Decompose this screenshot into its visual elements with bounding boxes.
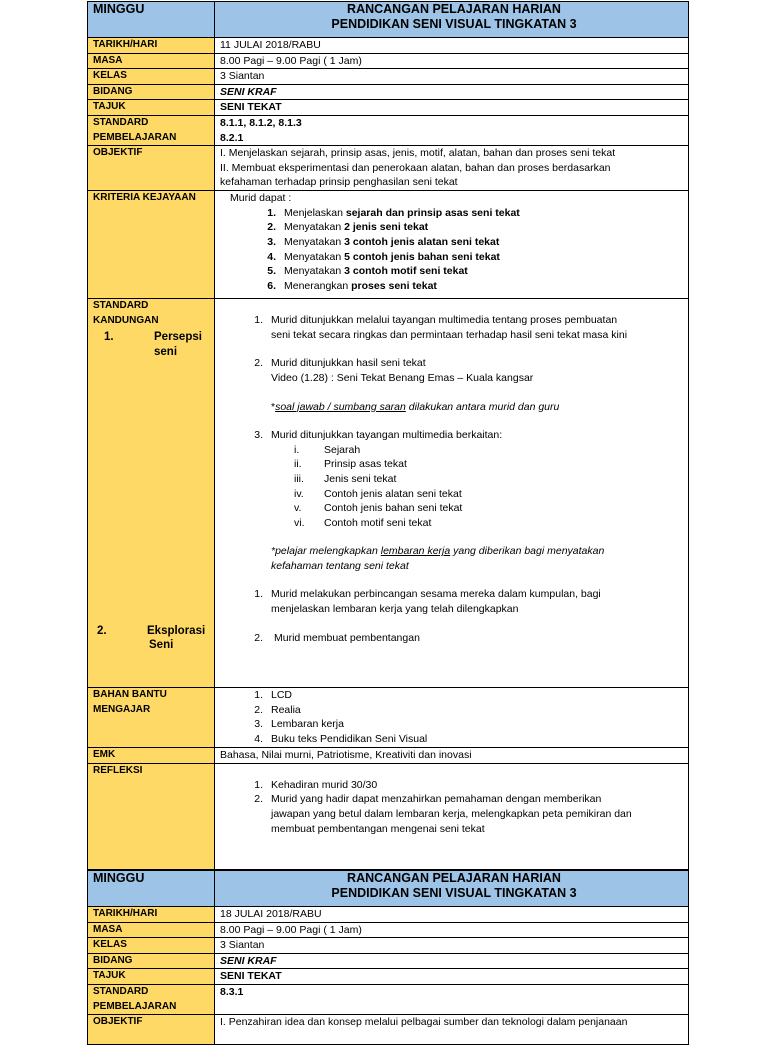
kelas-value: 3 Siantan bbox=[215, 938, 689, 954]
emk-label: EMK bbox=[88, 748, 215, 764]
minggu-label: MINGGU bbox=[88, 2, 215, 38]
kriteria-list bbox=[215, 191, 689, 299]
list-item: iii. Jenis seni tekat bbox=[294, 472, 397, 485]
list-item: 1. LCD bbox=[254, 689, 293, 702]
kriteria-intro: Murid dapat : bbox=[230, 192, 292, 205]
note-lembaran-kerja: *pelajar melengkapkan lembaran kerja yang diberikan bagi menyatakan kefahaman tentang seni tekat bbox=[271, 545, 605, 572]
kriteria-item: 3. Menyatakan 3 contoh jenis alatan seni tekat bbox=[267, 235, 500, 248]
kelas-label: KELAS bbox=[88, 69, 215, 85]
list-item: v. Contoh jenis bahan seni tekat bbox=[294, 502, 463, 515]
refleksi-list bbox=[215, 763, 689, 869]
standard-pembelajaran-label: STANDARD PEMBELAJARAN bbox=[88, 984, 215, 1014]
plan-title bbox=[215, 871, 689, 907]
tajuk-value: SENI TEKAT bbox=[215, 969, 689, 985]
plan-title-line1: RANCANGAN PELAJARAN HARIAN bbox=[347, 871, 561, 885]
objektif-label: OBJEKTIF bbox=[88, 1015, 215, 1045]
sk-eksplorasi: 2. Eksplorasi Seni bbox=[97, 624, 206, 652]
tarikh-label: TARIKH/HARI bbox=[88, 907, 215, 923]
kriteria-item: 1. Menjelaskan sejarah dan prinsip asas seni tekat bbox=[267, 206, 520, 219]
kriteria-label: KRITERIA KEJAYAAN bbox=[88, 191, 215, 299]
activity-1: 1. Murid ditunjukkan melalui tayangan multimedia tentang proses pembuatan seni tekat secara ringkas dan permintaan terhadap hasil seni tekat masa kini bbox=[254, 314, 628, 341]
list-item: iv. Contoh jenis alatan seni tekat bbox=[294, 487, 462, 500]
lesson-plan-1 bbox=[87, 1, 689, 870]
tarikh-value: 11 JULAI 2018/RABU bbox=[215, 38, 689, 54]
masa-label: MASA bbox=[88, 53, 215, 69]
minggu-label: MINGGU bbox=[88, 871, 215, 907]
list-item: i. Sejarah bbox=[294, 443, 361, 456]
activity-3-sublist bbox=[239, 443, 688, 531]
note-soal-jawab: *soal jawab / sumbang saran dilakukan antara murid dan guru bbox=[271, 400, 560, 413]
list-item: 2. Murid yang hadir dapat menzahirkan pemahaman dengan memberikan jawapan yang betul dalam lembaran kerja, melengkapkan peta pemikiran dan membuat pembentangan mengenai seni tekat bbox=[254, 793, 632, 835]
emk-value: Bahasa, Nilai murni, Patriotisme, Kreativiti dan inovasi bbox=[215, 748, 689, 764]
bbm-label: BAHAN BANTU MENGAJAR bbox=[88, 688, 215, 748]
bidang-label: BIDANG bbox=[88, 953, 215, 969]
bidang-label: BIDANG bbox=[88, 84, 215, 100]
objektif-label: OBJEKTIF bbox=[88, 146, 215, 191]
kelas-value: 3 Siantan bbox=[215, 69, 689, 85]
bidang-value: SENI KRAF bbox=[215, 84, 689, 100]
activity-3: 3. Murid ditunjukkan tayangan multimedia berkaitan: bbox=[254, 429, 503, 442]
kriteria-item: 5. Menyatakan 3 contoh motif seni tekat bbox=[267, 265, 468, 278]
list-item: 2. Realia bbox=[254, 703, 301, 716]
kelas-label: KELAS bbox=[88, 938, 215, 954]
standard-kandungan-content bbox=[215, 299, 689, 688]
tajuk-label: TAJUK bbox=[88, 100, 215, 116]
objektif-value: I. Penzahiran idea dan konsep melalui pelbagai sumber dan teknologi dalam penjanaan bbox=[215, 1015, 689, 1045]
plan-title-line2: PENDIDIKAN SENI VISUAL TINGKATAN 3 bbox=[331, 16, 577, 31]
standard-kandungan-label: STANDARD KANDUNGAN 1. Persepsi seni 2. Eksplorasi Seni bbox=[88, 299, 215, 688]
tarikh-value: 18 JULAI 2018/RABU bbox=[215, 907, 689, 923]
tajuk-label: TAJUK bbox=[88, 969, 215, 985]
bbm-list bbox=[215, 688, 689, 748]
list-item: 1. Kehadiran murid 30/30 bbox=[254, 778, 378, 791]
objektif-value: I. Menjelaskan sejarah, prinsip asas, jenis, motif, alatan, bahan dan proses seni tekat II. Membuat eksperimentasi dan penerokaan alatan, bahan dan proses berdasarkan kefahaman terhadap prinsip penghasilan seni tekat bbox=[215, 146, 689, 191]
refleksi-label: REFLEKSI bbox=[88, 763, 215, 869]
list-item: ii. Prinsip asas tekat bbox=[294, 458, 407, 471]
sk-persepsi: 1. Persepsi seni bbox=[104, 331, 202, 358]
tajuk-value: SENI TEKAT bbox=[215, 100, 689, 116]
eksplorasi-activity-1: 1. Murid melakukan perbincangan sesama mereka dalam kumpulan, bagi menjelaskan lembaran kerja yang telah dilengkapkan bbox=[254, 588, 601, 616]
standard-pembelajaran-value: 8.1.1, 8.1.2, 8.1.3 8.2.1 bbox=[215, 115, 689, 145]
masa-label: MASA bbox=[88, 922, 215, 938]
list-item: vi. Contoh motif seni tekat bbox=[294, 516, 432, 529]
plan-title-line2: PENDIDIKAN SENI VISUAL TINGKATAN 3 bbox=[331, 885, 577, 900]
bidang-value: SENI KRAF bbox=[215, 953, 689, 969]
kriteria-item: 6. Menerangkan proses seni tekat bbox=[267, 279, 437, 292]
eksplorasi-activity-2: 2. Murid membuat pembentangan bbox=[254, 631, 420, 644]
activity-2: 2. Murid ditunjukkan hasil seni tekat Video (1.28) : Seni Tekat Benang Emas – Kuala kangsar bbox=[254, 357, 534, 384]
tarikh-label: TARIKH/HARI bbox=[88, 38, 215, 54]
masa-value: 8.00 Pagi – 9.00 Pagi ( 1 Jam) bbox=[215, 922, 689, 938]
kriteria-item: 4. Menyatakan 5 contoh jenis bahan seni tekat bbox=[267, 250, 500, 263]
list-item: 4. Buku teks Pendidikan Seni Visual bbox=[254, 732, 428, 745]
masa-value: 8.00 Pagi – 9.00 Pagi ( 1 Jam) bbox=[215, 53, 689, 69]
plan-title-line1: RANCANGAN PELAJARAN HARIAN bbox=[347, 2, 561, 16]
kriteria-item: 2. Menyatakan 2 jenis seni tekat bbox=[267, 221, 429, 234]
list-item: 3. Lembaran kerja bbox=[254, 718, 344, 731]
standard-pembelajaran-value: 8.3.1 bbox=[215, 984, 689, 1014]
plan-title bbox=[215, 2, 689, 38]
standard-pembelajaran-label: STANDARD PEMBELAJARAN bbox=[88, 115, 215, 145]
lesson-plan-2 bbox=[87, 870, 689, 1045]
